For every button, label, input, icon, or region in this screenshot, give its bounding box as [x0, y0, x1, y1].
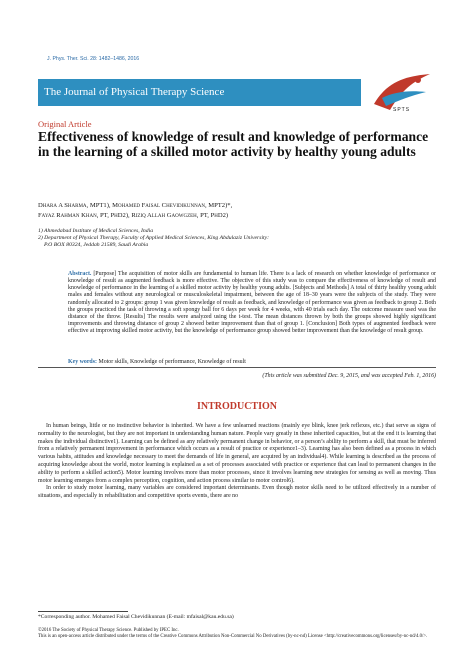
section-heading: INTRODUCTION	[196, 401, 277, 412]
introduction-body	[38, 423, 436, 501]
abstract-label: Abstract.	[68, 271, 92, 277]
divider	[38, 367, 436, 368]
journal-citation: J. Phys. Ther. Sci. 28: 1482–1486, 2016	[47, 56, 140, 62]
keywords-label: Key words:	[68, 359, 97, 365]
keywords-list: Motor skills, Knowledge of performance, Knowledge of result	[98, 359, 246, 365]
copyright-block	[38, 628, 436, 640]
affiliation: P.O BOX 80324, Jeddah 21589, Saudi Arabia	[44, 242, 149, 249]
journal-banner: The Journal of Physical Therapy Science	[38, 79, 361, 106]
paragraph: In human beings, little or no instinctive behavior is inherited. We have a few unlearned reactions (mainly eye blink, knee jerk reflexes, etc.) that serve as signs of normality to the neurologist, but they are not important in understanding human nature. People vary greatly in these inherited capacities, but at the end it is learning that makes the individual distinctive1). Learning can be defined as any relatively permanent change in behavior, or a person’s ability to perform a skill, that must be inferred from a relatively permanent improvement in performance which occurs as a result of practice or experience1–3). Learning has also been defined as a process in which various habits, attitudes and knowledge necessary to meet the demands of life in general, are acquired by an individual4). While learning is described as the process of acquiring knowledge about the world, motor learning is explained as a set of processes associated with practice or experience that can lead to permanent changes in the ability to perform a skilled action5). Motor learning involves more than motor processes, since it involves learning new strategies for sensing as well as moving. Thus motor learning emerges from a complex perception, cognition, and action process similar to motor control6).	[38, 423, 436, 484]
affiliations	[38, 228, 438, 250]
paragraph: In order to study motor learning, many variables are considered important determinants. Even though motor skills need to be utilized effectively in a number of situations, and especially in rehabilitation and competitive sports events, there are no	[38, 485, 436, 500]
footnote-divider	[38, 611, 128, 612]
article-type: Original Article	[38, 119, 92, 129]
authors-line: Dhara A Sharma, MPT1), Mohamed Faisal Chevidikunnan, MPT2)*,	[38, 202, 233, 209]
authors-line: Fayaz Rahman Khan, PT, PhD2), Riziq Allah Gaowgzeh, PT, PhD2)	[38, 211, 229, 219]
license-line: This is an open-access article distributed under the terms of the Creative Commons Attribution Non-Commercial No Derivatives (by-nc-nd) License <http://creativecommons.org/licenses/by-nc-nd/4.0/>.	[38, 634, 428, 640]
affiliation: 2) Department of Physical Therapy, Faculty of Applied Medical Sciences, King Abdulaziz University:	[38, 235, 270, 242]
abstract	[68, 271, 436, 335]
corresponding-author: *Corresponding author. Mohamed Faisal Chevidikunnan (E-mail: mfaisal@kau.edu.sa)	[38, 614, 234, 620]
affiliation: 1) Ahmedabad Institute of Medical Sciences, India	[38, 228, 154, 234]
logo-text: SPTS	[393, 107, 411, 113]
submission-note: (This article was submitted Dec. 9, 2015, and was accepted Feb. 1, 2016)	[262, 373, 436, 379]
copyright-line: ©2016 The Society of Physical Therapy Science. Published by IPEC Inc.	[38, 628, 179, 633]
article-title: Effectiveness of knowledge of result and knowledge of performance in the learning of a skilled motor activity by healthy young adults	[38, 129, 429, 159]
keywords	[68, 359, 436, 366]
abstract-body: [Purpose] The acquisition of motor skills are fundamental to human life. There is a lack of research on whether knowledge of performance or knowledge of result as augmented feedback is more effective. The objective of this study was to compare the effectiveness of knowledge of result and knowledge of performance in the learning of a skilled motor activity by healthy young adults. [Subjects and Methods] A total of thirty healthy young adult males and females without any neurological or musculoskeletal impairment, between the age of 18–30 years were the subjects of the study. They were randomly allocated to 2 groups: group 1 was given knowledge of result as feedback, and knowledge of performance was given as feedback to group 2. Both the groups practiced the task of throwing a soft spongy ball for 6 days per week for 4 weeks, with 40 trials each day. The outcome measure used was the distance of the throw. [Results] The results were analyzed using the t-test. The mean distances thrown by both the groups showed highly significant improvements and throwing distance of group 2 showed better improvement than that of group 1. [Conclusion] Both types of augmented feedback were effective at improving skilled motor activity, but the knowledge of performance group showed better improvement than the knowledge of result group.	[68, 271, 436, 334]
author-list	[38, 201, 438, 220]
